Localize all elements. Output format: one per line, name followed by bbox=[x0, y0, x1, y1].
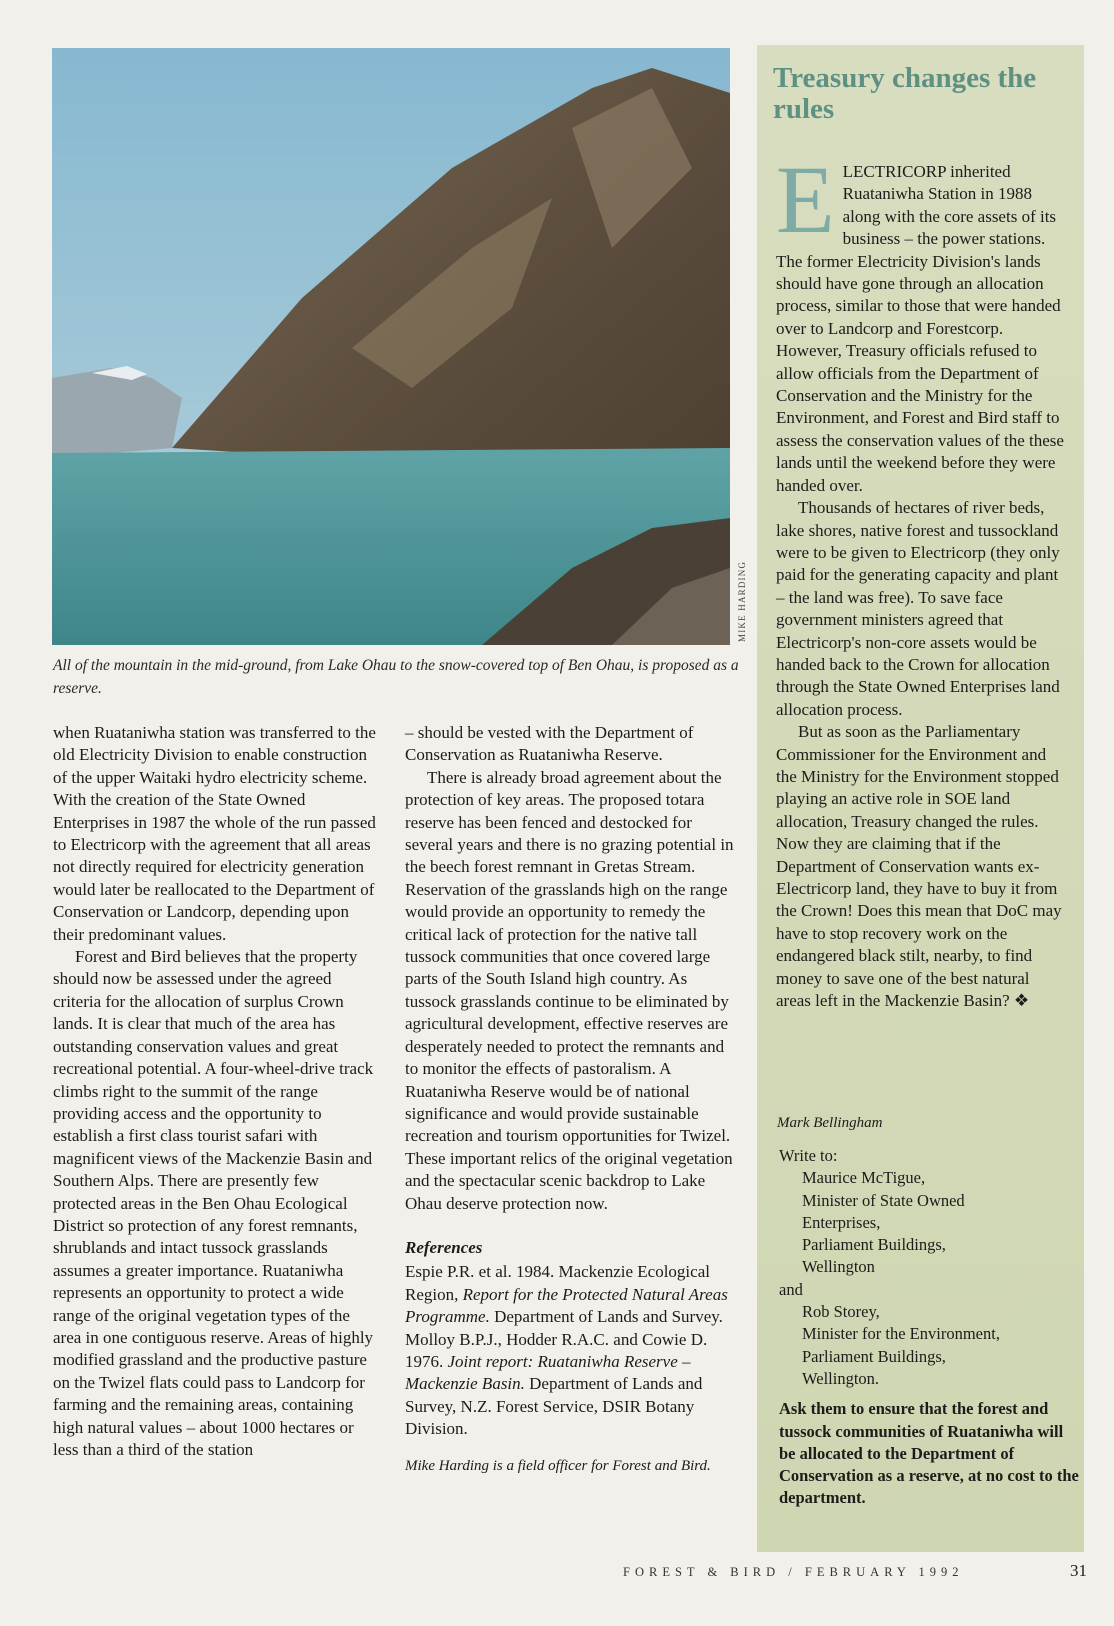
write-to-label: Write to: bbox=[779, 1146, 838, 1165]
address-line: Parliament Buildings, bbox=[802, 1346, 946, 1366]
sidebar-box bbox=[757, 45, 1084, 1552]
sidebar-paragraph: Thousands of hectares of river beds, lake shores, native forest and tussockland were to be given to Electricorp (they only paid for the generating capacity and plant – the land was free). To save face government ministers agreed that Electricorp's non-core assets would be handed back to the Crown for allocation through the State Owned Enterprises land allocation process. bbox=[776, 498, 1060, 719]
photo-credit: MIKE HARDING bbox=[737, 560, 747, 642]
article-paragraph: when Ruataniwha station was transferred to the old Electricity Division to enable construction of the upper Waitaki hydro electricity scheme. With the creation of the State Owned Enterprises in 1987 the whole of the run passed to Electricorp with the agreement that all areas not directly required for electricity generation would later be reallocated to the Department of Conservation or Landcorp, depending upon their predominant values. bbox=[53, 723, 376, 944]
address-line: Minister for the Environment, bbox=[802, 1324, 1000, 1344]
address-line: Maurice McTigue, bbox=[802, 1168, 926, 1188]
article-column-2 bbox=[405, 722, 735, 1477]
sidebar-body bbox=[776, 146, 1068, 1012]
address-line: Enterprises, bbox=[802, 1212, 881, 1232]
article-paragraph: There is already broad agreement about the protection of key areas. The proposed totara reserve has been fenced and destocked for several years and there is no grazing potential in the beech forest remnant in Gretas Stream. Reservation of the grasslands high on the range would provide an opportunity to remedy the critical lack of protection for the native tall tussock communities that once covered large parts of the South Island high country. As tussock grasslands continue to be eliminated by agricultural development, effective reserves are desperately needed to protect the remnants and to monitor the effects of pastoralism. A Ruataniwha Reserve would be of national significance and would provide sustainable recreation and tourism opportunities for Twizel. These important relics of the original vegetation and the spectacular scenic backdrop to Lake Ohau deserve protection now. bbox=[405, 767, 734, 1213]
address-line: Wellington bbox=[802, 1257, 875, 1277]
sidebar-paragraph: But as soon as the Parliamentary Commissioner for the Environment and the Ministry for the Environment stopped playing an active role in SOE land allocation, Treasury changed the rules. Now they are claiming that if the Department of Conservation wants ex-Electricorp land, they have to buy it from the Crown! Does this mean that DoC may have to stop recovery work on the endangered black stilt, nearby, to find money to save one of the best natural areas left in the Mackenzie Basin? ❖ bbox=[776, 722, 1062, 1011]
reference-item: Molloy B.P.J., Hodder R.A.C. and Cowie D. 1976. Joint report: Ruataniwha Reserve – Mackenzie Basin. Department of Lands and Survey, N.Z. Forest Service, DSIR Botany Division. bbox=[405, 1329, 708, 1439]
page-number: 31 bbox=[1070, 1561, 1087, 1580]
write-to-block bbox=[779, 1145, 1079, 1510]
address-line: Minister of State Owned bbox=[802, 1190, 965, 1210]
address-line: Rob Storey, bbox=[802, 1302, 880, 1322]
article-paragraph: Forest and Bird believes that the property should now be assessed under the agreed criteria for the allocation of surplus Crown lands. It is clear that much of the area has outstanding conservation values and great recreational potential. A four-wheel-drive track climbs right to the summit of the range providing access and the opportunity to establish a first class tourist safari with magnificent views of the Mackenzie Basin and Southern Alps. There are presently few protected areas in the Ben Ohau Ecological District so protection of any forest remnants, shrublands and intact tussock grasslands assumes a greater importance. Ruataniwha represents an opportunity to protect a wide range of the original vegetation types of the area in one contiguous reserve. Areas of highly modified grassland and the productive pasture on the Twizel flats could pass to Landcorp for farming and the remaining areas, containing high natural values – about 1000 hectares or less than a third of the station bbox=[53, 947, 374, 1459]
references-heading: References bbox=[405, 1237, 483, 1257]
running-footer: FOREST & BIRD / FEBRUARY 1992 bbox=[623, 1565, 964, 1579]
sidebar-author: Mark Bellingham bbox=[777, 1115, 883, 1131]
sidebar-title: Treasury changes the rules bbox=[773, 62, 1037, 125]
author-note: Mike Harding is a field officer for Forest and Bird. bbox=[405, 1457, 711, 1474]
drop-cap: E bbox=[776, 146, 835, 253]
address-line: Wellington. bbox=[802, 1368, 880, 1388]
call-to-action: Ask them to ensure that the forest and tussock communities of Ruataniwha will be allocated to the Department of Conservation as a reserve, at no cost to the department. bbox=[779, 1399, 1079, 1508]
address-line: Parliament Buildings, bbox=[802, 1235, 946, 1255]
sidebar-paragraph: ELECTRICORP inherited Ruataniwha Station in 1988 along with the core assets of its business – the power stations. The former Electricity Division's lands should have gone through an allocation process, similar to those that were handed over to Landcorp and Forestcorp. However, Treasury officials refused to allow officials from the Department of Conservation and the Ministry for the Environment, and Forest and Bird staff to assess the conservation values of the these lands until the weekend before they were handed over. bbox=[776, 146, 1064, 495]
article-paragraph: – should be vested with the Department of Conservation as Ruataniwha Reserve. bbox=[405, 723, 694, 765]
and-label: and bbox=[779, 1279, 803, 1299]
photo-caption: All of the mountain in the mid-ground, from Lake Ohau to the snow-covered top of Ben Ohau, is proposed as a reserve. bbox=[53, 657, 739, 697]
lake-ohau-mountain-photo bbox=[52, 48, 730, 645]
reference-item: Espie P.R. et al. 1984. Mackenzie Ecological Region, Report for the Protected Natural Areas Programme. Department of Lands and Survey. bbox=[405, 1262, 728, 1327]
article-column-1 bbox=[53, 722, 379, 1461]
